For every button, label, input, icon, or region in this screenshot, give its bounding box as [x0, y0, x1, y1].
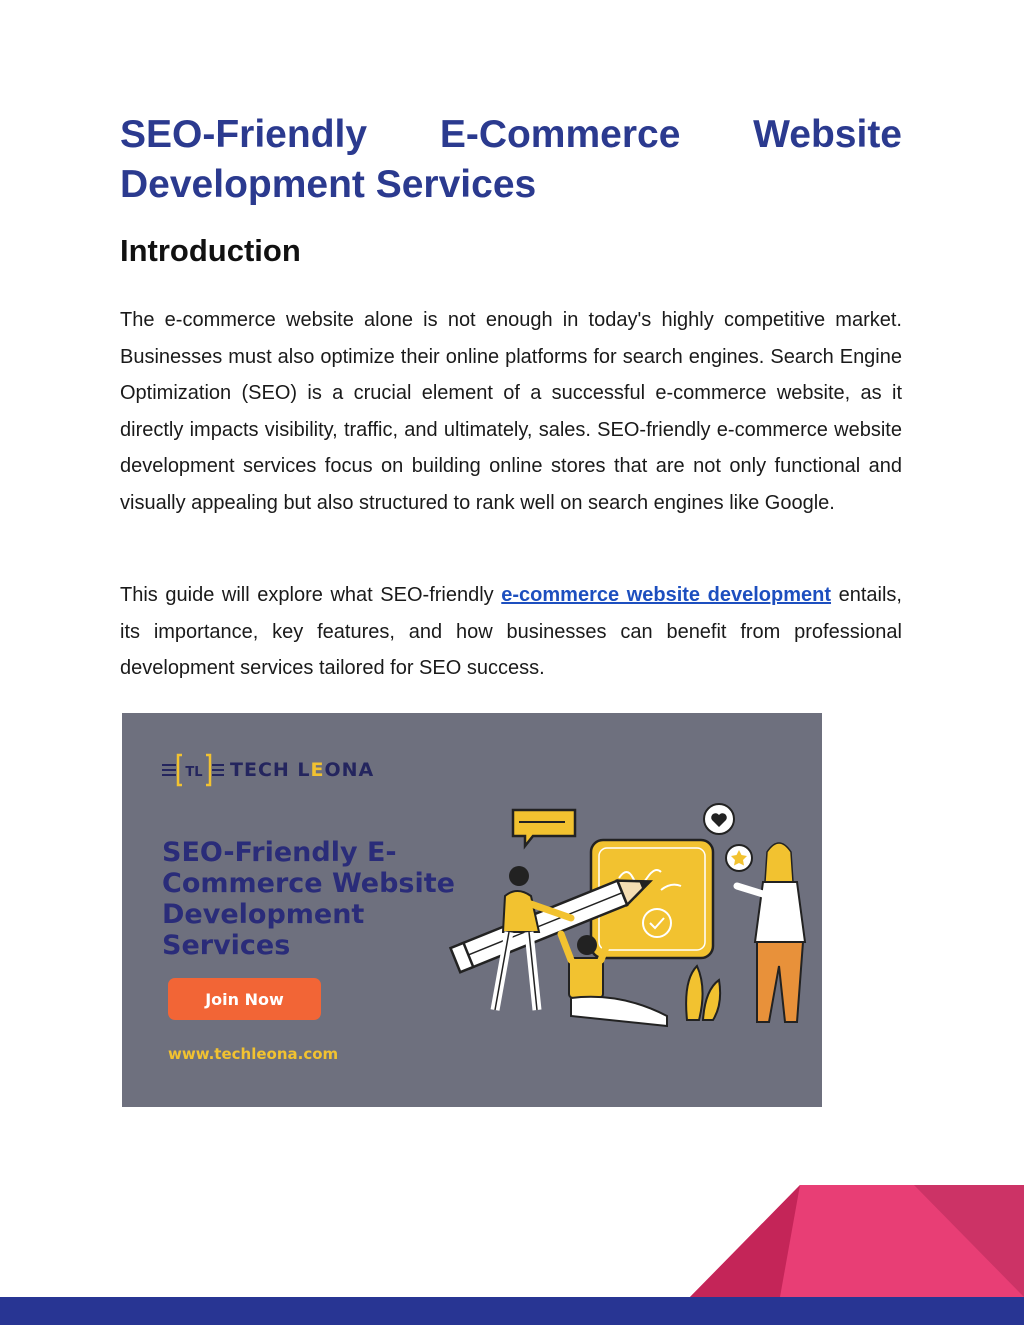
- logo-mark-icon: [162, 753, 224, 787]
- promo-banner-image: [122, 713, 822, 1107]
- guide-paragraph-start: This guide will explore what SEO-friendly: [120, 584, 502, 606]
- page-title-line-2: Development Services: [120, 163, 537, 206]
- logo-wordmark: TECH LEONA: [230, 759, 375, 781]
- seo-team-illustration: [447, 798, 822, 1107]
- corner-decoration: [690, 1185, 1024, 1297]
- techleona-logo: [162, 753, 374, 787]
- guide-paragraph: [120, 577, 902, 687]
- logo-mark-text: TL: [185, 765, 203, 780]
- website-url: www.techleona.com: [168, 1045, 339, 1063]
- banner-title: SEO-Friendly E-Commerce Website Development Services: [162, 837, 455, 961]
- join-now-button[interactable]: Join Now: [168, 978, 321, 1020]
- footer-bar: [0, 1297, 1024, 1325]
- section-heading: Introduction: [120, 233, 301, 268]
- page-title: [120, 110, 902, 210]
- guide-paragraph-end: entails, its importance, key features, and how businesses can benefit from professional development services tailored for SEO success.: [120, 584, 902, 679]
- ecommerce-development-link[interactable]: e-commerce website development: [501, 584, 832, 606]
- intro-paragraph: The e-commerce website alone is not enough in today's highly competitive market. Businesses must also optimize their online platforms for search engines. Search Engine Optimization (SEO) is a crucial element of a successful e-commerce website, as it directly impacts visibility, traffic, and ultimately, sales. SEO-friendly e-commerce website development services focus on building online stores that are not only functional and visually appealing but also structured to rank well on search engines like Google.: [120, 309, 902, 514]
- page-title-line-1: SEO-Friendly E-Commerce Website: [120, 113, 902, 156]
